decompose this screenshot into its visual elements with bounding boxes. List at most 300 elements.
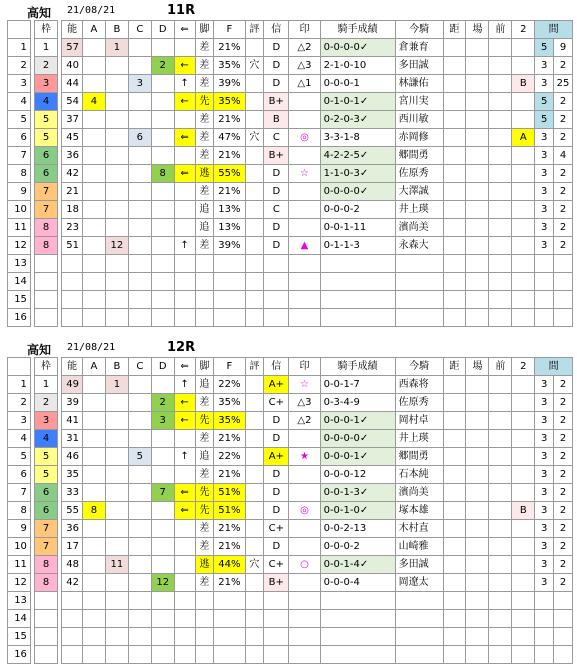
column-header: 信 <box>264 358 289 376</box>
waku-cell: 5 <box>35 466 58 484</box>
nou-cell: 45 <box>62 129 83 147</box>
F-cell: 21% <box>214 538 245 556</box>
waku-cell: 7 <box>35 201 58 219</box>
nou-cell <box>62 628 83 646</box>
waku-cell: 1 <box>35 376 58 394</box>
shirushi-cell <box>289 291 320 309</box>
C-cell: 5 <box>128 448 151 466</box>
table-row <box>8 592 573 610</box>
C-cell <box>128 291 151 309</box>
no-cell: 6 <box>8 129 31 147</box>
nou-cell: 33 <box>62 484 83 502</box>
ba-cell <box>466 394 489 412</box>
kan2-cell: 2 <box>554 502 573 520</box>
nou-cell: 37 <box>62 111 83 129</box>
kan1-cell <box>535 273 554 291</box>
waku-cell <box>35 628 58 646</box>
no-cell: 8 <box>8 502 31 520</box>
kyaku-cell: 差 <box>195 520 214 538</box>
ba-cell <box>466 237 489 255</box>
A-cell <box>83 201 106 219</box>
no-cell: 3 <box>8 412 31 430</box>
kishu-cell: 倉兼育 <box>395 39 443 57</box>
venue-label: 高知 <box>27 6 52 20</box>
nou-cell: 51 <box>62 237 83 255</box>
kyaku-cell <box>195 273 214 291</box>
kishu-cell <box>395 592 443 610</box>
kyaku-cell <box>195 255 214 273</box>
no-cell: 7 <box>8 147 31 165</box>
column-header: 前 <box>489 21 512 39</box>
F-cell: 21% <box>214 183 245 201</box>
kyaku-cell: 先 <box>195 484 214 502</box>
nou-cell <box>62 273 83 291</box>
kan1-cell: 3 <box>535 520 554 538</box>
seiseki-cell: 1-1-0-3✓ <box>320 165 395 183</box>
race-number: 12R <box>167 340 196 355</box>
C-cell <box>128 430 151 448</box>
seiseki-cell: 3-3-1-8 <box>320 129 395 147</box>
ba-cell <box>466 646 489 664</box>
kishu-cell: 多田誠 <box>395 57 443 75</box>
kyo-cell <box>443 520 466 538</box>
mae-cell <box>489 57 512 75</box>
shirushi-cell <box>289 610 320 628</box>
mae-cell <box>489 394 512 412</box>
A-cell <box>83 646 106 664</box>
shirushi-cell <box>289 592 320 610</box>
kan2-cell: 2 <box>554 219 573 237</box>
two-cell <box>512 610 535 628</box>
seiseki-cell: 0-1-0-1✓ <box>320 93 395 111</box>
no-cell: 14 <box>8 273 31 291</box>
hyo-cell <box>245 219 264 237</box>
kan1-cell: 3 <box>535 237 554 255</box>
C-cell <box>128 255 151 273</box>
seiseki-cell <box>320 592 395 610</box>
D-cell <box>151 75 174 93</box>
no-cell: 12 <box>8 237 31 255</box>
seiseki-cell <box>320 273 395 291</box>
hyo-cell: 穴 <box>245 129 264 147</box>
arrow-cell <box>174 273 195 291</box>
kan1-cell: 3 <box>535 183 554 201</box>
table-row <box>8 219 573 237</box>
two-cell <box>512 448 535 466</box>
no-cell: 1 <box>8 39 31 57</box>
column-header: 2 <box>512 358 535 376</box>
D-cell <box>151 466 174 484</box>
seiseki-cell: 0-0-1-7 <box>320 376 395 394</box>
nou-cell <box>62 291 83 309</box>
no-cell: 4 <box>8 430 31 448</box>
hyo-cell <box>245 610 264 628</box>
C-cell <box>128 219 151 237</box>
F-cell: 22% <box>214 448 245 466</box>
seiseki-cell: 0-1-1-3 <box>320 237 395 255</box>
kyaku-cell: 差 <box>195 111 214 129</box>
column-header: C <box>128 358 151 376</box>
C-cell <box>128 502 151 520</box>
kyo-cell <box>443 646 466 664</box>
seiseki-cell: 0-0-0-2 <box>320 201 395 219</box>
column-header: 前 <box>489 358 512 376</box>
D-cell <box>151 111 174 129</box>
race-header <box>0 0 577 20</box>
kyo-cell <box>443 255 466 273</box>
F-cell: 47% <box>214 129 245 147</box>
seiseki-cell: 0-0-0-2 <box>320 538 395 556</box>
nou-cell <box>62 309 83 327</box>
two-cell <box>512 430 535 448</box>
kan1-cell <box>535 255 554 273</box>
kyo-cell <box>443 309 466 327</box>
mae-cell <box>489 376 512 394</box>
table-row <box>8 147 573 165</box>
nou-cell: 36 <box>62 520 83 538</box>
kan2-cell: 25 <box>554 75 573 93</box>
kan2-cell: 4 <box>554 147 573 165</box>
table-row <box>8 430 573 448</box>
column-header: 場 <box>466 21 489 39</box>
kan1-cell <box>535 592 554 610</box>
hyo-cell <box>245 93 264 111</box>
A-cell <box>83 111 106 129</box>
kan2-cell: 2 <box>554 93 573 111</box>
shirushi-cell: ◎ <box>289 502 320 520</box>
column-header: C <box>128 21 151 39</box>
two-cell <box>512 484 535 502</box>
mae-cell <box>489 592 512 610</box>
B-cell <box>105 610 128 628</box>
A-cell: 8 <box>83 502 106 520</box>
C-cell <box>128 93 151 111</box>
table-row <box>8 165 573 183</box>
D-cell <box>151 39 174 57</box>
shirushi-cell <box>289 93 320 111</box>
column-header <box>8 358 31 376</box>
F-cell: 35% <box>214 412 245 430</box>
B-cell <box>105 165 128 183</box>
arrow-cell <box>174 291 195 309</box>
shin-cell: D <box>264 165 289 183</box>
nou-cell: 23 <box>62 219 83 237</box>
column-header: B <box>105 358 128 376</box>
hyo-cell <box>245 147 264 165</box>
A-cell <box>83 237 106 255</box>
B-cell <box>105 111 128 129</box>
shirushi-cell <box>289 484 320 502</box>
arrow-cell: ↑ <box>174 376 195 394</box>
kan2-cell <box>554 255 573 273</box>
arrow-cell <box>174 466 195 484</box>
two-cell <box>512 183 535 201</box>
waku-cell <box>35 255 58 273</box>
table-row <box>8 556 573 574</box>
A-cell <box>83 412 106 430</box>
kan2-cell: 9 <box>554 39 573 57</box>
kishu-cell: 濱尚美 <box>395 484 443 502</box>
kishu-cell: 大澤誠 <box>395 183 443 201</box>
kishu-cell: 岡遼太 <box>395 574 443 592</box>
A-cell <box>83 394 106 412</box>
kan1-cell: 3 <box>535 502 554 520</box>
C-cell <box>128 183 151 201</box>
waku-cell: 6 <box>35 147 58 165</box>
race-block-11 <box>0 0 577 323</box>
waku-cell: 3 <box>35 75 58 93</box>
nou-cell <box>62 255 83 273</box>
kyaku-cell <box>195 628 214 646</box>
kan2-cell: 2 <box>554 165 573 183</box>
seiseki-cell <box>320 646 395 664</box>
shirushi-cell: △3 <box>289 394 320 412</box>
kyo-cell <box>443 448 466 466</box>
shin-cell: D <box>264 39 289 57</box>
hyo-cell <box>245 237 264 255</box>
A-cell <box>83 484 106 502</box>
kan1-cell <box>535 628 554 646</box>
seiseki-cell: 4-2-2-5✓ <box>320 147 395 165</box>
F-cell: 21% <box>214 466 245 484</box>
mae-cell <box>489 556 512 574</box>
seiseki-cell: 0-3-4-9 <box>320 394 395 412</box>
no-cell: 16 <box>8 309 31 327</box>
shin-cell: C+ <box>264 520 289 538</box>
ba-cell <box>466 484 489 502</box>
hyo-cell <box>245 574 264 592</box>
no-cell: 9 <box>8 183 31 201</box>
D-cell <box>151 646 174 664</box>
column-header: 間 <box>535 358 573 376</box>
mae-cell <box>489 237 512 255</box>
shirushi-cell: ○ <box>289 556 320 574</box>
F-cell: 39% <box>214 237 245 255</box>
two-cell <box>512 147 535 165</box>
seiseki-cell: 0-0-1-0✓ <box>320 502 395 520</box>
nou-cell <box>62 610 83 628</box>
F-cell <box>214 610 245 628</box>
F-cell: 51% <box>214 484 245 502</box>
mae-cell <box>489 111 512 129</box>
shirushi-cell <box>289 273 320 291</box>
kan2-cell: 2 <box>554 183 573 201</box>
arrow-cell <box>174 628 195 646</box>
C-cell <box>128 237 151 255</box>
table-row <box>8 309 573 327</box>
venue-label: 高知 <box>27 343 52 357</box>
kan2-cell: 2 <box>554 57 573 75</box>
kan1-cell: 3 <box>535 412 554 430</box>
waku-cell <box>35 309 58 327</box>
shirushi-cell: ☆ <box>289 376 320 394</box>
ba-cell <box>466 309 489 327</box>
D-cell <box>151 376 174 394</box>
race-table <box>7 357 573 664</box>
race-table <box>7 20 573 327</box>
kan2-cell <box>554 309 573 327</box>
nou-cell: 42 <box>62 574 83 592</box>
kan2-cell: 2 <box>554 466 573 484</box>
shirushi-cell <box>289 430 320 448</box>
kyaku-cell: 差 <box>195 538 214 556</box>
arrow-cell: ↑ <box>174 237 195 255</box>
kishu-cell: 井上瑛 <box>395 430 443 448</box>
C-cell <box>128 147 151 165</box>
mae-cell <box>489 219 512 237</box>
ba-cell <box>466 93 489 111</box>
nou-cell: 48 <box>62 556 83 574</box>
kyo-cell <box>443 610 466 628</box>
nou-cell: 42 <box>62 165 83 183</box>
kishu-cell: 塚本雄 <box>395 502 443 520</box>
arrow-cell <box>174 201 195 219</box>
kishu-cell: 永森大 <box>395 237 443 255</box>
nou-cell: 31 <box>62 430 83 448</box>
D-cell: 12 <box>151 574 174 592</box>
shin-cell: C+ <box>264 394 289 412</box>
shin-cell <box>264 309 289 327</box>
column-header: 印 <box>289 21 320 39</box>
A-cell <box>83 57 106 75</box>
shirushi-cell: ◎ <box>289 129 320 147</box>
shirushi-cell <box>289 309 320 327</box>
two-cell <box>512 255 535 273</box>
mae-cell <box>489 129 512 147</box>
F-cell: 35% <box>214 57 245 75</box>
waku-cell: 7 <box>35 183 58 201</box>
B-cell <box>105 219 128 237</box>
no-cell: 4 <box>8 93 31 111</box>
table-row <box>8 93 573 111</box>
arrow-cell: ⇐ <box>174 484 195 502</box>
F-cell: 55% <box>214 165 245 183</box>
arrow-cell: ⇐ <box>174 165 195 183</box>
kishu-cell: 宮川実 <box>395 93 443 111</box>
nou-cell <box>62 592 83 610</box>
nou-cell: 36 <box>62 147 83 165</box>
kan2-cell: 2 <box>554 538 573 556</box>
hyo-cell <box>245 376 264 394</box>
shin-cell <box>264 592 289 610</box>
shirushi-cell: △3 <box>289 57 320 75</box>
table-row <box>8 574 573 592</box>
ba-cell <box>466 273 489 291</box>
seiseki-cell: 0-0-0-1✓ <box>320 448 395 466</box>
kyaku-cell: 先 <box>195 412 214 430</box>
no-cell: 13 <box>8 255 31 273</box>
F-cell <box>214 273 245 291</box>
column-header: 距 <box>443 21 466 39</box>
waku-cell: 4 <box>35 93 58 111</box>
column-header: F <box>214 358 245 376</box>
C-cell <box>128 466 151 484</box>
C-cell: 6 <box>128 129 151 147</box>
nou-cell: 57 <box>62 39 83 57</box>
B-cell <box>105 430 128 448</box>
seiseki-cell: 0-0-2-13 <box>320 520 395 538</box>
ba-cell <box>466 165 489 183</box>
waku-cell: 3 <box>35 412 58 430</box>
waku-cell: 1 <box>35 39 58 57</box>
mae-cell <box>489 183 512 201</box>
C-cell <box>128 538 151 556</box>
C-cell <box>128 592 151 610</box>
ba-cell <box>466 183 489 201</box>
kan1-cell: 3 <box>535 556 554 574</box>
kan1-cell: 3 <box>535 484 554 502</box>
column-header: 評 <box>245 358 264 376</box>
D-cell <box>151 219 174 237</box>
kishu-cell: 赤岡修 <box>395 129 443 147</box>
kan2-cell: 2 <box>554 394 573 412</box>
A-cell <box>83 165 106 183</box>
arrow-cell: ↑ <box>174 448 195 466</box>
nou-cell: 21 <box>62 183 83 201</box>
B-cell <box>105 448 128 466</box>
C-cell: 3 <box>128 75 151 93</box>
race-header <box>0 337 577 357</box>
kan1-cell: 5 <box>535 111 554 129</box>
B-cell <box>105 502 128 520</box>
arrow-cell <box>174 646 195 664</box>
two-cell <box>512 628 535 646</box>
arrow-cell <box>174 592 195 610</box>
waku-cell: 2 <box>35 57 58 75</box>
seiseki-cell: 0-0-0-0✓ <box>320 430 395 448</box>
table-row <box>8 111 573 129</box>
B-cell <box>105 57 128 75</box>
mae-cell <box>489 466 512 484</box>
mae-cell <box>489 520 512 538</box>
seiseki-cell: 0-0-0-0✓ <box>320 183 395 201</box>
waku-cell: 6 <box>35 502 58 520</box>
ba-cell <box>466 111 489 129</box>
D-cell: 2 <box>151 57 174 75</box>
no-cell: 12 <box>8 574 31 592</box>
B-cell <box>105 484 128 502</box>
ba-cell <box>466 430 489 448</box>
two-cell <box>512 376 535 394</box>
ba-cell <box>466 502 489 520</box>
kishu-cell: 濱尚美 <box>395 219 443 237</box>
arrow-cell: ← <box>174 93 195 111</box>
shin-cell: C <box>264 201 289 219</box>
kan1-cell: 3 <box>535 147 554 165</box>
column-header: 今騎 <box>395 21 443 39</box>
D-cell <box>151 538 174 556</box>
arrow-cell: ← <box>174 57 195 75</box>
kan2-cell: 2 <box>554 430 573 448</box>
arrow-cell: ← <box>174 394 195 412</box>
A-cell <box>83 448 106 466</box>
mae-cell <box>489 291 512 309</box>
waku-cell <box>35 291 58 309</box>
shin-cell <box>264 646 289 664</box>
no-cell: 8 <box>8 165 31 183</box>
table-row <box>8 75 573 93</box>
B-cell <box>105 412 128 430</box>
seiseki-cell: 2-1-0-10 <box>320 57 395 75</box>
mae-cell <box>489 93 512 111</box>
nou-cell: 46 <box>62 448 83 466</box>
kan1-cell: 3 <box>535 574 554 592</box>
ba-cell <box>466 57 489 75</box>
table-row <box>8 466 573 484</box>
C-cell <box>128 646 151 664</box>
kyo-cell <box>443 147 466 165</box>
shirushi-cell <box>289 111 320 129</box>
